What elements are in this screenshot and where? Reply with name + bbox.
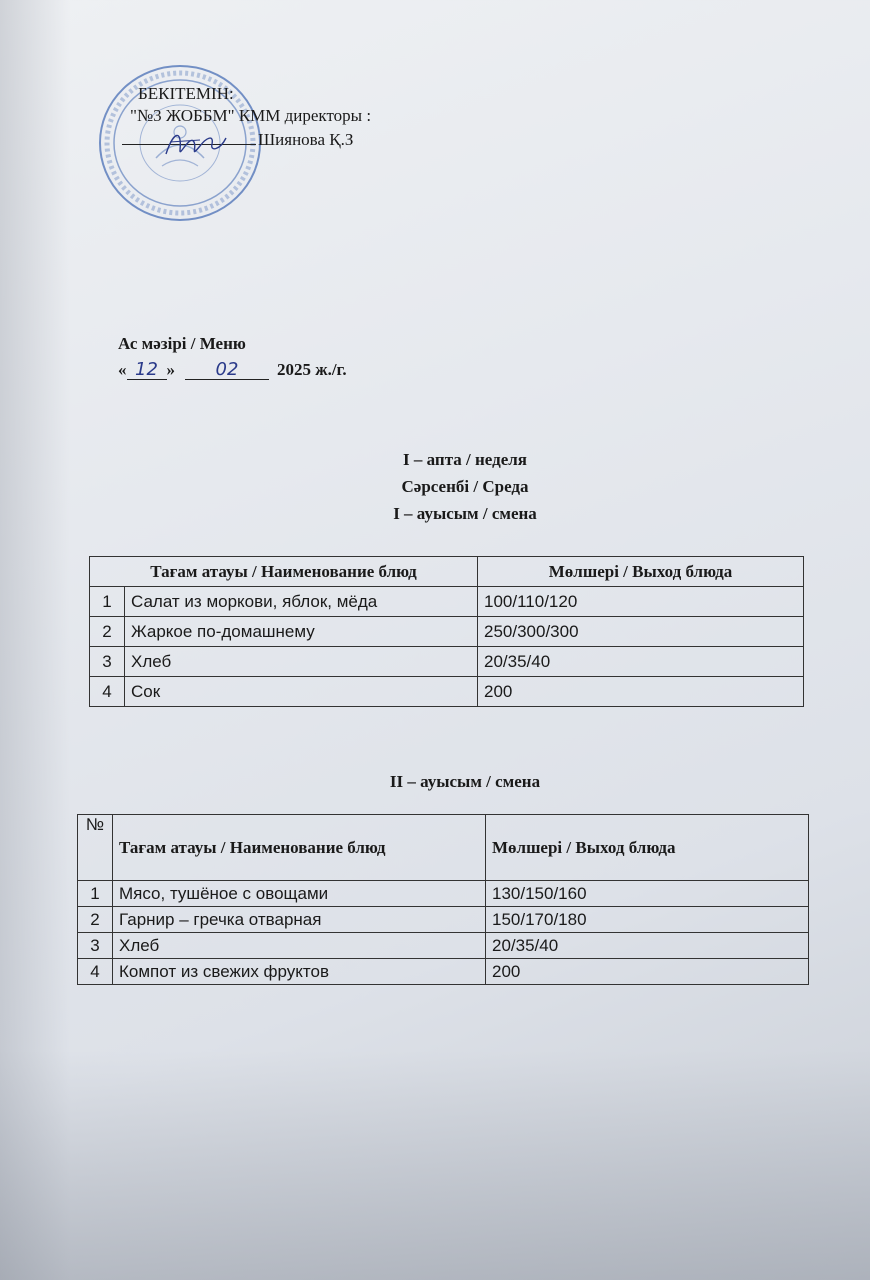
dish-name-header: Тағам атауы / Наименование блюд	[90, 557, 478, 587]
dish-name: Хлеб	[113, 933, 486, 959]
director-name: Шиянова Қ.З	[258, 130, 354, 149]
table-row	[90, 587, 804, 617]
dish-output-header: Мөлшері / Выход блюда	[486, 815, 809, 881]
table-row	[78, 959, 809, 985]
table-row	[78, 907, 809, 933]
dish-name-header: Тағам атауы / Наименование блюд	[113, 815, 486, 881]
table-header-row	[78, 815, 809, 881]
date-month: 02	[185, 361, 269, 380]
date-year: 2025 ж./г.	[277, 360, 347, 379]
dish-output: 20/35/40	[486, 933, 809, 959]
row-number: 2	[90, 617, 125, 647]
signature-scribble-icon	[160, 124, 230, 164]
table-row	[90, 617, 804, 647]
dish-output: 250/300/300	[478, 617, 804, 647]
table-row	[90, 647, 804, 677]
row-number: 3	[78, 933, 113, 959]
table-header-row	[90, 557, 804, 587]
menu-title: Ас мәзірі / Меню	[118, 334, 246, 353]
day-label: Сәрсенбі / Среда	[401, 477, 529, 496]
row-number: 3	[90, 647, 125, 677]
row-number: 2	[78, 907, 113, 933]
dish-name: Мясо, тушёное с овощами	[113, 881, 486, 907]
shift2-menu-table	[77, 814, 809, 985]
week-label: I – апта / неделя	[403, 450, 527, 469]
dish-output: 150/170/180	[486, 907, 809, 933]
dish-output: 130/150/160	[486, 881, 809, 907]
dish-name: Жаркое по-домашнему	[125, 617, 478, 647]
row-number: 1	[78, 881, 113, 907]
date-close-quote: »	[166, 360, 175, 379]
page-edge-shadow	[0, 0, 70, 1280]
dish-output: 20/35/40	[478, 647, 804, 677]
dish-output: 200	[478, 677, 804, 707]
dish-output-header: Мөлшері / Выход блюда	[478, 557, 804, 587]
dish-output: 200	[486, 959, 809, 985]
menu-date	[118, 360, 347, 380]
dish-output: 100/110/120	[478, 587, 804, 617]
approval-heading: БЕКІТЕМІН:	[138, 84, 234, 103]
dish-name: Салат из моркови, яблок, мёда	[125, 587, 478, 617]
date-open-quote: «	[118, 360, 127, 379]
page-bottom-shade	[0, 1050, 870, 1280]
date-day: 12	[127, 361, 167, 380]
row-number: 1	[90, 587, 125, 617]
dish-name: Компот из свежих фруктов	[113, 959, 486, 985]
shift1-menu-table	[89, 556, 804, 707]
number-header: №	[78, 815, 113, 881]
dish-name: Гарнир – гречка отварная	[113, 907, 486, 933]
row-number: 4	[90, 677, 125, 707]
shift1-title: I – ауысым / смена	[393, 504, 537, 523]
approval-director: "№3 ЖОББМ" КММ директоры :	[130, 106, 372, 125]
shift2-title: II – ауысым / смена	[389, 772, 541, 791]
dish-name: Хлеб	[125, 647, 478, 677]
dish-name: Сок	[125, 677, 478, 707]
table-row	[78, 881, 809, 907]
table-row	[78, 933, 809, 959]
row-number: 4	[78, 959, 113, 985]
approval-signature-line	[122, 130, 353, 150]
table-row	[90, 677, 804, 707]
